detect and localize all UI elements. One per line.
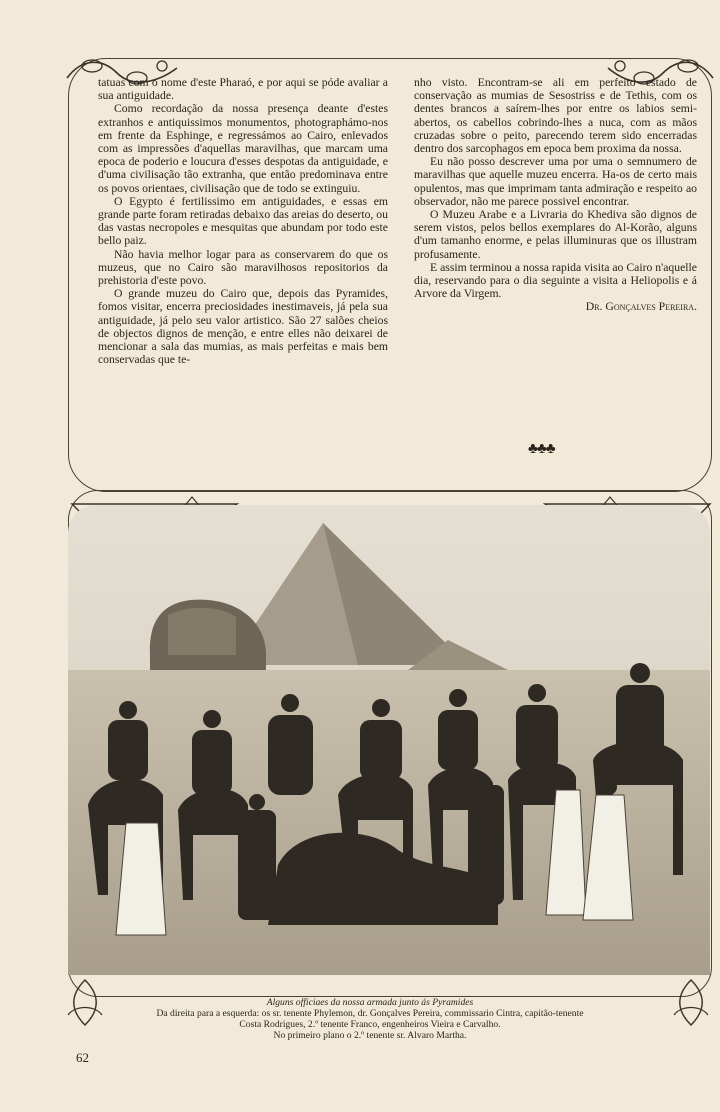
photo-caption [90, 997, 650, 1041]
paragraph: Não havia melhor logar para as conservarem do que os muzeus, que no Cairo são maravilhosos repositorios da prehistoria d'este povo. [98, 247, 388, 288]
article-column-right [414, 76, 697, 314]
caption-line: Da direita para a esquerda: os sr. tenente Phylemon, dr. Gonçalves Pereira, commissario Cintra, capitão-tenente [156, 1008, 584, 1019]
photograph-pyramids-camels [68, 505, 710, 975]
article-column-left [98, 76, 388, 366]
caption-line: No primeiro plano o 2.º tenente sr. Alvaro Martha. [273, 1030, 467, 1041]
paragraph: Como recordação da nossa presença deante d'estes extranhos e antiquissimos monumentos, photographámo-nos em frente da Esphinge, e regressámos ao Cairo, enlevados com as impressões d'aquellas maravilhas, que marcam uma epoca de poderio e loucura d'esses despotas da antiguidade, e d'uma civilisação tão extranha, que então predominava entre os povos orientaes, civilisação que de todo se extinguiu. [98, 102, 388, 195]
paragraph: tatuas com o nome d'este Pharaó, e por aqui se póde avaliar a sua antiguidade. [98, 76, 388, 103]
author-signature: Dr. Gonçalves Pereira. [585, 300, 697, 314]
page-number: 62 [76, 1050, 89, 1065]
fleuron-ornament-icon: ♣♣♣ [528, 441, 555, 457]
paragraph: O Muzeu Arabe e a Livraria do Khediva são dignos de serem vistos, pelos bellos exemplares do Al-Korão, alguns d'um tamanho enorme, e pelas illuminuras que os illustram profusamente. [414, 208, 697, 261]
caption-title: Alguns officiaes da nossa armada junto ás Pyramides [266, 997, 474, 1008]
paragraph: O grande muzeu do Cairo que, depois das Pyramides, fomos visitar, encerra preciosidades inestimaveis, já pela sua antiguidade, já pelo seu valor artistico. São 27 salões cheios de objectos dignos de menção, e entre elles não deixarei de mencionar a sala das mumias, as mais perfeitas e mais bem conservadas que te- [98, 287, 388, 367]
paragraph: nho visto. Encontram-se ali em perfeito estado de conservação as mumias de Sesostriss e de Tethis, com os dentes brancos a saírem-lhes por entre os labios semi-abertos, os cabellos cobrindo-lhes a nuca, com as mãos cruzadas sobre o peito, parecendo terem sido encerradas dentro dos sarcophagos em epoca bem proxima da nossa. [414, 76, 697, 156]
paragraph: Eu não posso descrever uma por uma o semnumero de maravilhas que aquelle muzeu encerra. Ha-os de certo mais opulentos, mas que imprimam tanta admiração e respeito ao observador, não me parece possivel encontrar. [414, 155, 697, 208]
caption-line: Costa Rodrigues, 2.º tenente Franco, engenheiros Vieira e Carvalho. [239, 1019, 501, 1030]
paragraph: O Egypto é fertilissimo em antiguidades, e essas em grande parte foram retiradas debaixo das areias do deserto, ou das vastas necropoles e mesquitas que abundam por todo este bello paiz. [98, 194, 388, 248]
lotus-ornament-bottom-right-icon [666, 975, 716, 1030]
paragraph: E assim terminou a nossa rapida visita ao Cairo n'aquelle dia, reservando para o dia seguinte a visita a Heliopolis e á Arvore da Virgem. [414, 260, 697, 301]
